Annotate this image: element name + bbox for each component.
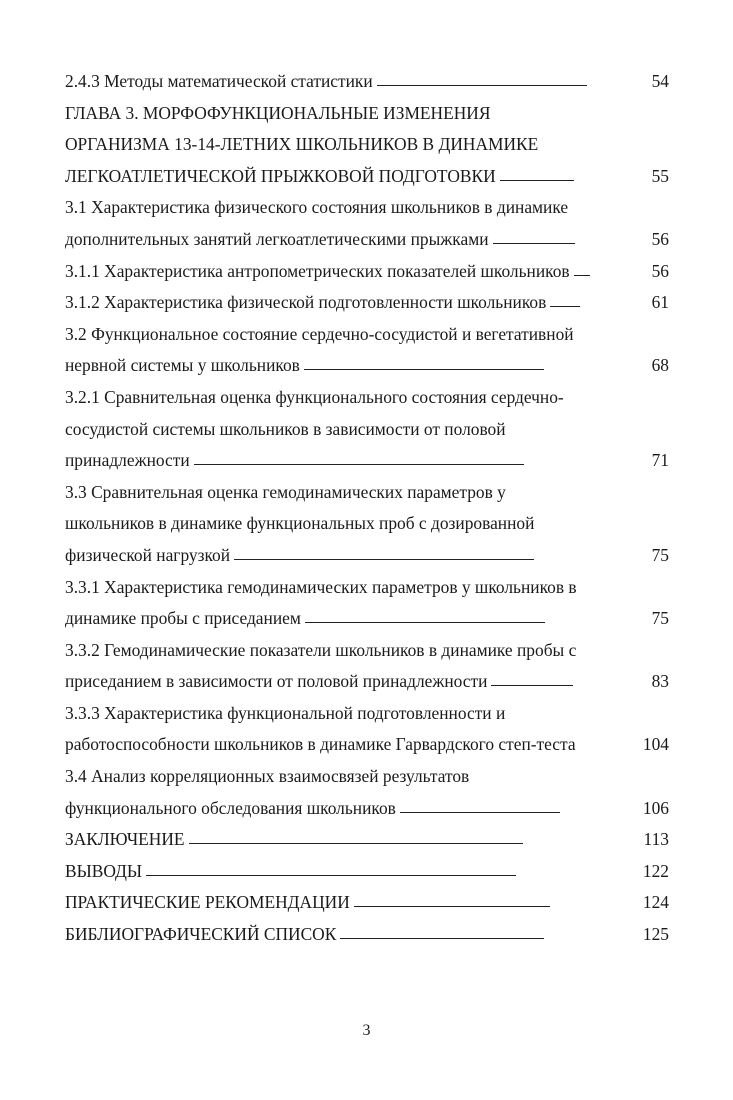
toc-entry <box>65 256 669 288</box>
toc-entry-title: принадлежности <box>65 450 190 471</box>
toc-page-number: 125 <box>642 924 669 945</box>
toc-entry <box>65 919 669 951</box>
toc-page-number: 75 <box>651 608 669 629</box>
toc-entry-title: нервной системы у школьников <box>65 355 300 376</box>
toc-entry-title: работоспособности школьников в динамике Гарвардского степ-теста <box>65 734 576 755</box>
leader-line <box>491 685 573 686</box>
toc-entry-title: 3.4 Анализ корреляционных взаимосвязей результатов <box>65 766 470 787</box>
toc-entry-continuation <box>65 224 669 256</box>
toc-entry-title: 3.3 Сравнительная оценка гемодинамических параметров у <box>65 481 506 502</box>
toc-entry-title: 3.3.2 Гемодинамические показатели школьников в динамике пробы с <box>65 639 577 660</box>
toc-entry-title: приседанием в зависимости от половой принадлежности <box>65 671 488 692</box>
leader-line <box>304 369 544 370</box>
toc-entry-title: 3.1.2 Характеристика физической подготовленности школьников <box>65 292 547 313</box>
toc-entry <box>65 635 669 667</box>
leader-line <box>234 559 534 560</box>
toc-entry <box>65 761 669 793</box>
toc-entry <box>65 698 669 730</box>
toc-entry-continuation <box>65 129 669 161</box>
toc-entry-title: ГЛАВА 3. МОРФОФУНКЦИОНАЛЬНЫЕ ИЗМЕНЕНИЯ <box>65 102 491 123</box>
toc-page-number: 55 <box>651 165 669 186</box>
toc-entry-title: 2.4.3 Методы математической статистики <box>65 71 373 91</box>
toc-page-number: 71 <box>651 450 669 471</box>
table-of-contents <box>65 66 669 951</box>
toc-page-number: 61 <box>651 292 669 313</box>
toc-entry-title: ВЫВОДЫ <box>65 860 143 881</box>
toc-page-number: 104 <box>642 734 669 755</box>
toc-entry-title: ПРАКТИЧЕСКИЕ РЕКОМЕНДАЦИИ <box>65 892 350 913</box>
toc-entry-continuation <box>65 414 669 446</box>
toc-page-number: 113 <box>643 829 669 850</box>
toc-entry-continuation <box>65 540 669 572</box>
toc-entry <box>65 477 669 509</box>
leader-line <box>189 843 523 844</box>
toc-entry-title: 3.1 Характеристика физического состояния школьников в динамике <box>65 197 569 218</box>
toc-page-number: 54 <box>651 71 669 91</box>
leader-line <box>354 906 550 907</box>
toc-entry-continuation <box>65 666 669 698</box>
toc-entry-title: школьников в динамике функциональных проб с дозированной <box>65 513 535 534</box>
leader-line <box>340 938 544 939</box>
page-number: 3 <box>362 1022 371 1039</box>
toc-entry-title: дополнительных занятий легкоатлетическими прыжками <box>65 228 489 249</box>
toc-page-number: 68 <box>651 355 669 376</box>
toc-entry-title: сосудистой системы школьников в зависимости от половой <box>65 418 506 439</box>
toc-entry-title: ЛЕГКОАТЛЕТИЧЕСКОЙ ПРЫЖКОВОЙ ПОДГОТОВКИ <box>65 165 496 186</box>
toc-entry-continuation <box>65 350 669 382</box>
toc-entry-continuation <box>65 603 669 635</box>
leader-line <box>377 85 587 86</box>
toc-entry-title: 3.1.1 Характеристика антропометрических показателей школьников <box>65 260 570 281</box>
toc-entry-continuation <box>65 729 669 761</box>
toc-entry-title: БИБЛИОГРАФИЧЕСКИЙ СПИСОК <box>65 924 337 945</box>
leader-line <box>194 464 524 465</box>
toc-page-number: 56 <box>651 260 669 281</box>
toc-entry <box>65 824 669 856</box>
toc-entry <box>65 98 669 130</box>
toc-page-number: 124 <box>642 892 669 913</box>
toc-entry-title: 3.2.1 Сравнительная оценка функционального состояния сердечно- <box>65 386 564 407</box>
toc-entry-title: функционального обследования школьников <box>65 797 396 818</box>
leader-line <box>305 622 545 623</box>
toc-entry-title: 3.3.1 Характеристика гемодинамических параметров у школьников в <box>65 576 577 597</box>
toc-entry-title: 3.2 Функциональное состояние сердечно-сосудистой и вегетативной <box>65 323 574 344</box>
leader-line <box>574 275 590 276</box>
toc-entry-title: динамике пробы с приседанием <box>65 608 301 629</box>
leader-line <box>550 306 580 307</box>
toc-entry-title: 3.3.3 Характеристика функциональной подготовленности и <box>65 702 506 723</box>
toc-page-number: 75 <box>651 544 669 565</box>
toc-entry <box>65 319 669 351</box>
toc-page-number: 83 <box>651 671 669 692</box>
toc-entry-continuation <box>65 445 669 477</box>
leader-line <box>493 243 575 244</box>
toc-entry <box>65 192 669 224</box>
toc-entry-continuation <box>65 161 669 193</box>
toc-entry-continuation <box>65 508 669 540</box>
toc-entry-title: ОРГАНИЗМА 13-14-ЛЕТНИХ ШКОЛЬНИКОВ В ДИНАМИКЕ <box>65 134 539 155</box>
toc-entry-title: ЗАКЛЮЧЕНИЕ <box>65 829 185 850</box>
toc-entry-continuation <box>65 793 669 825</box>
toc-entry <box>65 572 669 604</box>
toc-page-number: 56 <box>651 228 669 249</box>
leader-line <box>400 812 560 813</box>
toc-entry <box>65 66 669 98</box>
leader-line <box>500 180 574 181</box>
toc-entry <box>65 856 669 888</box>
toc-entry <box>65 382 669 414</box>
toc-page-number: 106 <box>642 797 669 818</box>
toc-entry-title: физической нагрузкой <box>65 544 231 565</box>
toc-entry <box>65 887 669 919</box>
leader-line <box>146 875 516 876</box>
toc-page-number: 122 <box>642 860 669 881</box>
toc-entry <box>65 287 669 319</box>
